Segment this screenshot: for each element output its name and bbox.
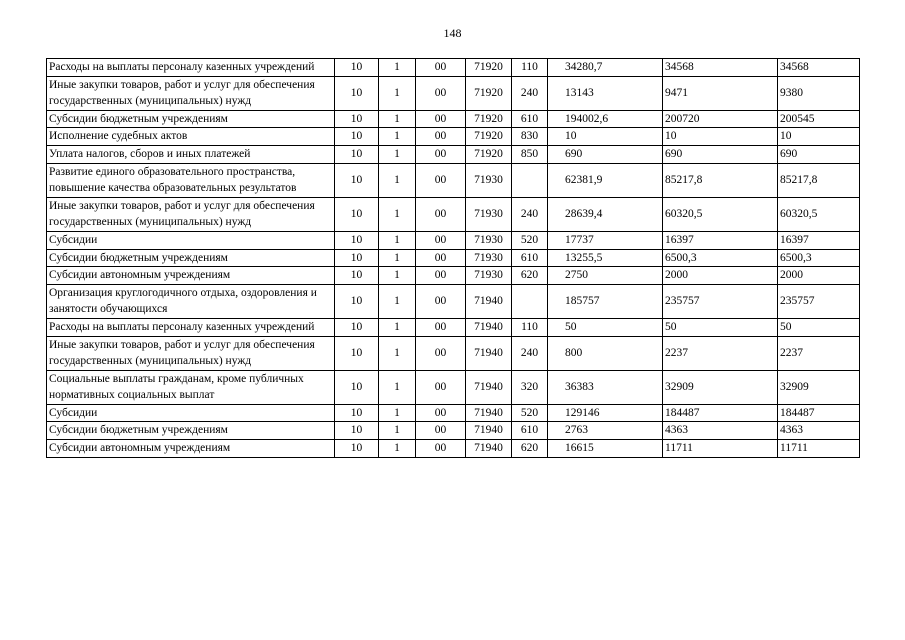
table-row — [47, 370, 860, 404]
amount-year-1: 50 — [548, 318, 663, 336]
amount-year-3: 50 — [778, 318, 860, 336]
expense-type-code: 830 — [512, 128, 548, 146]
subsection-code: 1 — [379, 197, 416, 231]
amount-year-2: 50 — [663, 318, 778, 336]
table-row — [47, 318, 860, 336]
row-name: Развитие единого образовательного пространства, повышение качества образовательных результатов — [47, 163, 335, 197]
expense-type-code: 110 — [512, 59, 548, 77]
expense-type-code: 110 — [512, 318, 548, 336]
amount-year-3: 6500,3 — [778, 249, 860, 267]
program-code: 00 — [416, 76, 466, 110]
subsection-code: 1 — [379, 231, 416, 249]
row-name: Субсидии бюджетным учреждениям — [47, 422, 335, 440]
expense-type-code: 850 — [512, 145, 548, 163]
row-name: Субсидии бюджетным учреждениям — [47, 110, 335, 128]
amount-year-2: 9471 — [663, 76, 778, 110]
program-code: 00 — [416, 336, 466, 370]
row-name: Социальные выплаты гражданам, кроме публичных нормативных социальных выплат — [47, 370, 335, 404]
amount-year-1: 690 — [548, 145, 663, 163]
section-code: 10 — [335, 404, 379, 422]
amount-year-3: 184487 — [778, 404, 860, 422]
subsection-code: 1 — [379, 404, 416, 422]
program-code: 00 — [416, 318, 466, 336]
expense-type-code: 620 — [512, 440, 548, 458]
expense-type-code: 320 — [512, 370, 548, 404]
amount-year-3: 10 — [778, 128, 860, 146]
expense-type-code: 520 — [512, 231, 548, 249]
row-name: Субсидии автономным учреждениям — [47, 267, 335, 285]
program-code: 00 — [416, 370, 466, 404]
table-row — [47, 231, 860, 249]
amount-year-2: 2237 — [663, 336, 778, 370]
target-code: 71920 — [466, 145, 512, 163]
expense-type-code: 520 — [512, 404, 548, 422]
target-code: 71920 — [466, 128, 512, 146]
subsection-code: 1 — [379, 163, 416, 197]
target-code: 71920 — [466, 110, 512, 128]
amount-year-2: 200720 — [663, 110, 778, 128]
row-name: Иные закупки товаров, работ и услуг для обеспечения государственных (муниципальных) нужд — [47, 336, 335, 370]
amount-year-3: 235757 — [778, 284, 860, 318]
target-code: 71940 — [466, 318, 512, 336]
target-code: 71940 — [466, 440, 512, 458]
amount-year-3: 200545 — [778, 110, 860, 128]
table-row — [47, 76, 860, 110]
expense-type-code — [512, 284, 548, 318]
section-code: 10 — [335, 318, 379, 336]
row-name: Расходы на выплаты персоналу казенных учреждений — [47, 59, 335, 77]
expense-type-code: 620 — [512, 267, 548, 285]
row-name: Субсидии — [47, 231, 335, 249]
amount-year-1: 13143 — [548, 76, 663, 110]
amount-year-1: 2750 — [548, 267, 663, 285]
subsection-code: 1 — [379, 59, 416, 77]
program-code: 00 — [416, 404, 466, 422]
amount-year-2: 10 — [663, 128, 778, 146]
target-code: 71940 — [466, 370, 512, 404]
subsection-code: 1 — [379, 422, 416, 440]
amount-year-2: 184487 — [663, 404, 778, 422]
target-code: 71940 — [466, 336, 512, 370]
amount-year-2: 85217,8 — [663, 163, 778, 197]
expense-type-code: 240 — [512, 336, 548, 370]
program-code: 00 — [416, 163, 466, 197]
amount-year-2: 32909 — [663, 370, 778, 404]
program-code: 00 — [416, 284, 466, 318]
amount-year-3: 9380 — [778, 76, 860, 110]
target-code: 71920 — [466, 76, 512, 110]
amount-year-2: 11711 — [663, 440, 778, 458]
section-code: 10 — [335, 336, 379, 370]
subsection-code: 1 — [379, 267, 416, 285]
amount-year-2: 690 — [663, 145, 778, 163]
subsection-code: 1 — [379, 370, 416, 404]
row-name: Организация круглогодичного отдыха, оздоровления и занятости обучающихся — [47, 284, 335, 318]
subsection-code: 1 — [379, 76, 416, 110]
section-code: 10 — [335, 370, 379, 404]
row-name: Субсидии бюджетным учреждениям — [47, 249, 335, 267]
amount-year-1: 10 — [548, 128, 663, 146]
program-code: 00 — [416, 59, 466, 77]
subsection-code: 1 — [379, 110, 416, 128]
program-code: 00 — [416, 128, 466, 146]
row-name: Субсидии автономным учреждениям — [47, 440, 335, 458]
expense-type-code: 240 — [512, 76, 548, 110]
amount-year-2: 34568 — [663, 59, 778, 77]
table-row — [47, 404, 860, 422]
amount-year-3: 16397 — [778, 231, 860, 249]
row-name: Иные закупки товаров, работ и услуг для обеспечения государственных (муниципальных) нужд — [47, 76, 335, 110]
amount-year-3: 85217,8 — [778, 163, 860, 197]
subsection-code: 1 — [379, 249, 416, 267]
section-code: 10 — [335, 267, 379, 285]
row-name: Субсидии — [47, 404, 335, 422]
section-code: 10 — [335, 284, 379, 318]
amount-year-3: 690 — [778, 145, 860, 163]
program-code: 00 — [416, 110, 466, 128]
target-code: 71930 — [466, 231, 512, 249]
table-body — [47, 59, 860, 458]
row-name: Уплата налогов, сборов и иных платежей — [47, 145, 335, 163]
table-row — [47, 128, 860, 146]
amount-year-1: 129146 — [548, 404, 663, 422]
row-name: Исполнение судебных актов — [47, 128, 335, 146]
amount-year-2: 235757 — [663, 284, 778, 318]
program-code: 00 — [416, 440, 466, 458]
amount-year-3: 34568 — [778, 59, 860, 77]
program-code: 00 — [416, 231, 466, 249]
program-code: 00 — [416, 197, 466, 231]
amount-year-1: 185757 — [548, 284, 663, 318]
section-code: 10 — [335, 128, 379, 146]
amount-year-1: 28639,4 — [548, 197, 663, 231]
amount-year-1: 36383 — [548, 370, 663, 404]
amount-year-2: 60320,5 — [663, 197, 778, 231]
target-code: 71940 — [466, 422, 512, 440]
amount-year-1: 194002,6 — [548, 110, 663, 128]
amount-year-1: 13255,5 — [548, 249, 663, 267]
section-code: 10 — [335, 163, 379, 197]
amount-year-3: 11711 — [778, 440, 860, 458]
subsection-code: 1 — [379, 440, 416, 458]
table-row — [47, 59, 860, 77]
row-name: Расходы на выплаты персоналу казенных учреждений — [47, 318, 335, 336]
section-code: 10 — [335, 422, 379, 440]
page-number: 148 — [443, 26, 462, 40]
target-code: 71930 — [466, 163, 512, 197]
amount-year-2: 4363 — [663, 422, 778, 440]
amount-year-3: 2000 — [778, 267, 860, 285]
target-code: 71920 — [466, 59, 512, 77]
subsection-code: 1 — [379, 284, 416, 318]
amount-year-2: 2000 — [663, 267, 778, 285]
section-code: 10 — [335, 197, 379, 231]
amount-year-1: 17737 — [548, 231, 663, 249]
target-code: 71940 — [466, 404, 512, 422]
table-row — [47, 440, 860, 458]
expense-type-code: 610 — [512, 110, 548, 128]
expense-type-code: 240 — [512, 197, 548, 231]
target-code: 71930 — [466, 249, 512, 267]
amount-year-2: 16397 — [663, 231, 778, 249]
target-code: 71930 — [466, 267, 512, 285]
amount-year-3: 60320,5 — [778, 197, 860, 231]
subsection-code: 1 — [379, 128, 416, 146]
table-row — [47, 197, 860, 231]
amount-year-3: 2237 — [778, 336, 860, 370]
table-row — [47, 267, 860, 285]
amount-year-1: 16615 — [548, 440, 663, 458]
expense-type-code: 610 — [512, 422, 548, 440]
target-code: 71930 — [466, 197, 512, 231]
amount-year-1: 62381,9 — [548, 163, 663, 197]
section-code: 10 — [335, 231, 379, 249]
table-row — [47, 422, 860, 440]
subsection-code: 1 — [379, 318, 416, 336]
table-row — [47, 163, 860, 197]
amount-year-1: 34280,7 — [548, 59, 663, 77]
amount-year-2: 6500,3 — [663, 249, 778, 267]
table-row — [47, 145, 860, 163]
table-row — [47, 284, 860, 318]
subsection-code: 1 — [379, 336, 416, 370]
program-code: 00 — [416, 145, 466, 163]
amount-year-3: 32909 — [778, 370, 860, 404]
section-code: 10 — [335, 110, 379, 128]
section-code: 10 — [335, 59, 379, 77]
expense-type-code — [512, 163, 548, 197]
target-code: 71940 — [466, 284, 512, 318]
amount-year-3: 4363 — [778, 422, 860, 440]
table-row — [47, 249, 860, 267]
section-code: 10 — [335, 76, 379, 110]
row-name: Иные закупки товаров, работ и услуг для обеспечения государственных (муниципальных) нужд — [47, 197, 335, 231]
budget-table — [46, 58, 860, 458]
section-code: 10 — [335, 145, 379, 163]
subsection-code: 1 — [379, 145, 416, 163]
program-code: 00 — [416, 267, 466, 285]
table-row — [47, 110, 860, 128]
amount-year-1: 800 — [548, 336, 663, 370]
section-code: 10 — [335, 249, 379, 267]
program-code: 00 — [416, 249, 466, 267]
section-code: 10 — [335, 440, 379, 458]
amount-year-1: 2763 — [548, 422, 663, 440]
table-row — [47, 336, 860, 370]
program-code: 00 — [416, 422, 466, 440]
expense-type-code: 610 — [512, 249, 548, 267]
